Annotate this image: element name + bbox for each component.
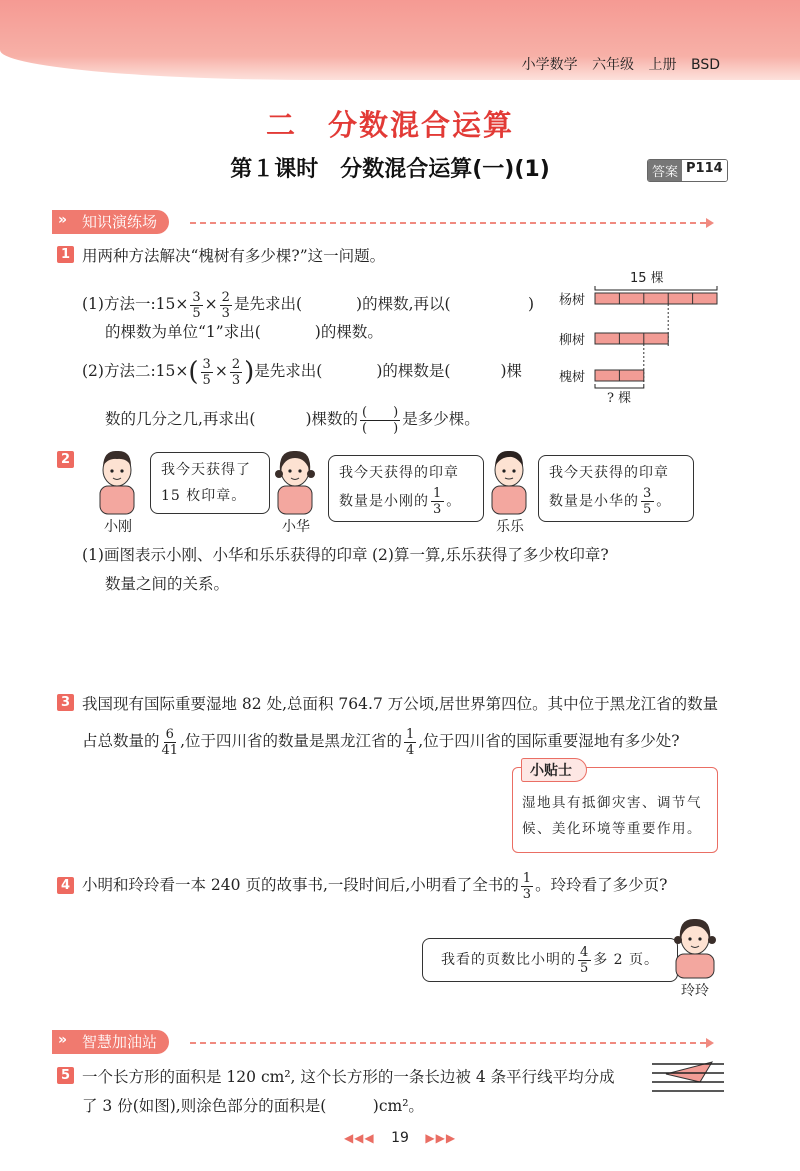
diagram-top-label: 15 棵 <box>630 271 664 286</box>
q1-method2-line2: 数的几分之几,再求出( )棵数的 $\frac{( )}{( )}$ 是多少棵。 <box>105 404 480 436</box>
page-number: 19 <box>391 1130 409 1146</box>
bar-liu <box>595 333 668 344</box>
q3-line1: 我国现有国际重要湿地 82 处,总面积 764.7 万公顷,居世界第四位。其中位于黑龙江省的数量 <box>82 695 719 713</box>
divider-arrow-icon <box>706 1038 714 1048</box>
character-name: 乐乐 <box>496 519 524 535</box>
speech-bubble: 我今天获得的印章 数量是小刚的 $\frac{1}{3}$ 。 <box>328 455 484 522</box>
fraction: $\frac{3}{5}$ <box>643 486 653 517</box>
section-boost-title: 智慧加油站 <box>82 1033 158 1051</box>
q2-part1-line2: 数量之间的关系。 <box>105 575 230 593</box>
bar-yang <box>595 293 717 304</box>
q2-part1-line1: (1)画图表示小刚、小华和乐乐获得的印章 <box>82 546 368 564</box>
double-arrow-icon: » <box>58 212 68 228</box>
fraction: $\frac{3}{5}$ <box>202 356 211 388</box>
q5-line2: 了 3 份(如图),则涂色部分的面积是( )cm²。 <box>82 1097 424 1115</box>
section-divider <box>190 222 706 224</box>
answer-label: 答案 <box>648 160 682 181</box>
chapter-title: 二 分数混合运算 <box>265 108 514 142</box>
left-arrows-icon: ◀◀◀ <box>343 1131 375 1145</box>
section-practice-title: 知识演练场 <box>82 213 158 231</box>
lesson-title: 第１课时 分数混合运算(一)(1) <box>230 157 550 182</box>
character-name: 小刚 <box>104 519 132 535</box>
speech-bubble: 我今天获得了 15 枚印章。 <box>150 452 270 514</box>
grade-label: 六年级 <box>592 57 635 73</box>
edition-label: BSD <box>690 57 720 73</box>
subject-label: 小学数学 <box>521 57 578 73</box>
character-name: 玲玲 <box>681 983 709 999</box>
girl-hua-avatar <box>272 446 318 516</box>
book-info <box>522 54 720 74</box>
tip-label: 小贴士 <box>521 758 587 782</box>
diagram-row-label: 槐树 <box>559 370 586 385</box>
volume-label: 上册 <box>648 57 677 73</box>
question-number: 2 <box>57 451 74 468</box>
section-practice <box>52 209 169 235</box>
q3-line2: 占总数量的 $\frac{6}{41}$ ,位于四川省的数量是黑龙江省的 $\frac{1}{4}$ ,位于四川省的国际重要湿地有多少处? <box>82 726 680 758</box>
rectangle-figure <box>652 1060 724 1096</box>
diagram-row-label: 杨树 <box>559 293 586 308</box>
q5-line1: 一个长方形的面积是 120 cm², 这个长方形的一条长边被 4 条平行线平均分成 <box>82 1068 615 1086</box>
q4-line: 小明和玲玲看一本 240 页的故事书,一段时间后,小明看了全书的 $\frac{1}{3}$ 。玲玲看了多少页? <box>82 870 668 902</box>
fraction: $\frac{4}{5}$ <box>579 944 590 976</box>
section-divider <box>190 1042 706 1044</box>
blank-fraction[interactable]: $\frac{( )}{( )}$ <box>362 404 399 436</box>
character-name: 小华 <box>282 519 310 535</box>
tree-bar-diagram <box>555 268 730 408</box>
fraction: $\frac{3}{5}$ <box>192 289 201 321</box>
q1-method2-line1: (2)方法二:15×( $\frac{3}{5}$ × $\frac{2}{3}$ )是先求出( )的棵数是( )棵 <box>82 356 522 388</box>
girl-lingling-avatar <box>668 914 722 980</box>
fraction: $\frac{6}{41}$ <box>161 726 179 758</box>
q2-part2: (2)算一算,乐乐获得了多少枚印章? <box>372 546 609 564</box>
speech-bubble: 我今天获得的印章 数量是小华的 $\frac{3}{5}$ 。 <box>538 455 694 522</box>
question-number: 1 <box>57 246 74 263</box>
boy-gang-avatar <box>94 446 140 516</box>
diagram-row-label: 柳树 <box>559 333 586 348</box>
q1-paren-close: ) <box>528 295 535 313</box>
answer-page: P114 <box>682 160 727 181</box>
fraction: $\frac{1}{3}$ <box>433 486 443 517</box>
fraction: $\frac{2}{3}$ <box>231 356 241 388</box>
right-arrows-icon: ▶▶▶ <box>425 1131 457 1145</box>
fraction: $\frac{2}{3}$ <box>221 289 230 321</box>
fraction: $\frac{1}{3}$ <box>522 870 532 902</box>
tip-box <box>512 763 718 853</box>
divider-arrow-icon <box>706 218 714 228</box>
page-footer <box>0 1130 800 1146</box>
diagram-bottom-label: ? 棵 <box>607 391 632 406</box>
question-number: 5 <box>57 1067 74 1084</box>
section-boost <box>52 1029 169 1055</box>
q1-method1-line2: 的棵数为单位“1”求出( )的棵数。 <box>105 323 383 341</box>
q1-prompt: 用两种方法解决“槐树有多少棵?”这一问题。 <box>82 247 386 265</box>
tip-text: 湿地具有抵御灾害、调节气 候、美化环境等重要作用。 <box>522 795 702 837</box>
question-number: 3 <box>57 694 74 711</box>
q1-method1-line1: (1)方法一:15× $\frac{3}{5}$ × $\frac{2}{3}$ 是先求出( )的棵数,再以( <box>82 289 451 321</box>
fraction: $\frac{1}{4}$ <box>406 726 415 758</box>
double-arrow-icon: » <box>58 1032 68 1048</box>
question-number: 4 <box>57 877 74 894</box>
speech-bubble: 我看的页数比小明的 $\frac{4}{5}$ 多 2 页。 <box>422 938 678 982</box>
boy-lele-avatar <box>486 446 532 516</box>
answer-reference <box>647 159 728 182</box>
